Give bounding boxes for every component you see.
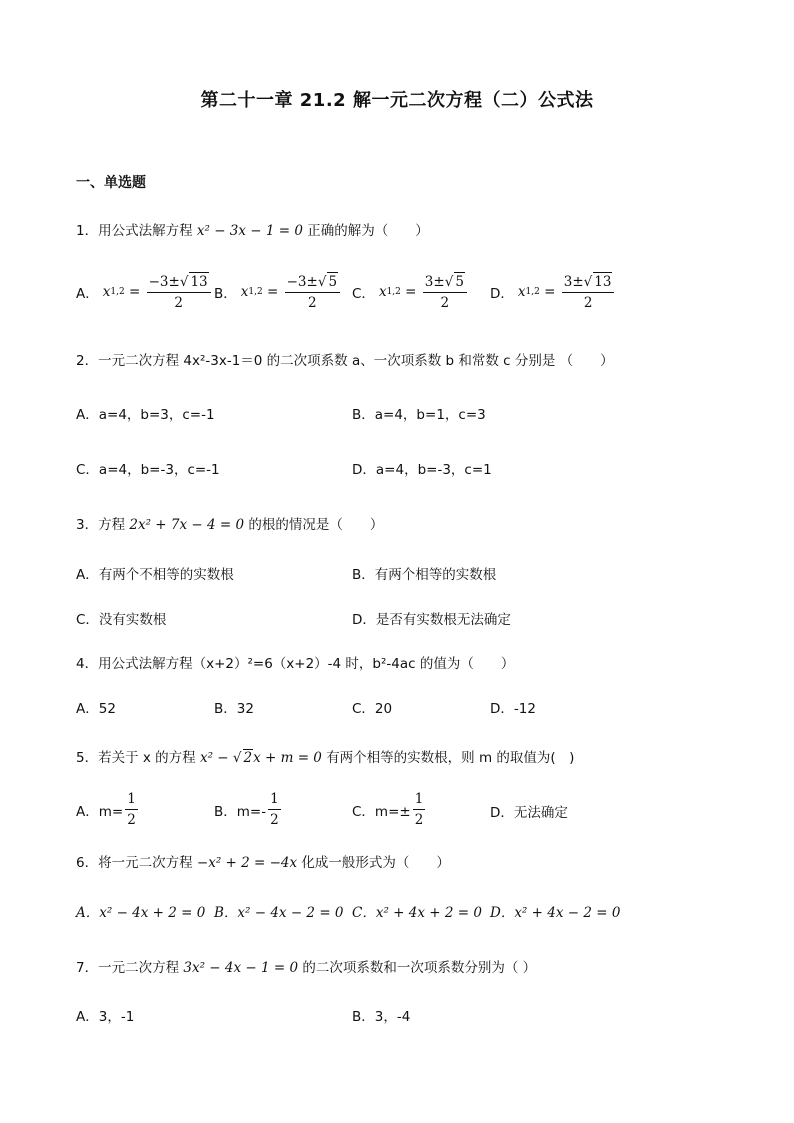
question-6-option-d[interactable]: D．x² + 4x − 2 = 0 bbox=[490, 905, 621, 921]
question-6-option-a[interactable]: A．x² − 4x + 2 = 0 bbox=[76, 905, 206, 921]
question-2: 2．一元二次方程 4x²-3x-1＝0 的二次项系数 a、一次项系数 b 和常数 c 分别是 （ ） bbox=[76, 353, 614, 369]
question-6-text: 6．将一元二次方程 bbox=[76, 855, 193, 871]
question-1-option-d[interactable]: D． x 1,2 = $\frac{3\pm√ 13}{2}$ bbox=[490, 272, 616, 312]
question-5-option-a[interactable]: A．m= $\frac{1}{2}$ bbox=[76, 791, 136, 828]
question-5-option-c[interactable]: C．m=± $\frac{1}{2}$ bbox=[352, 791, 424, 828]
question-7-equation: 3x² − 4x − 1 = 0 bbox=[183, 960, 299, 976]
question-3-option-b[interactable]: B．有两个相等的实数根 bbox=[352, 567, 497, 583]
question-1-text: 1．用公式法解方程 bbox=[76, 223, 193, 239]
page-title: 第二十一章 21.2 解一元二次方程（二）公式法 bbox=[200, 90, 594, 111]
question-1-option-c[interactable]: C． x 1,2 = $\frac{3\pm√ 5}{2}$ bbox=[352, 272, 469, 312]
question-3-option-a[interactable]: A．有两个不相等的实数根 bbox=[76, 567, 234, 583]
fraction: $\frac{3\pm√ 13}{2}$ bbox=[562, 272, 615, 312]
question-1-option-b[interactable]: B． x 1,2 = $\frac{-3\pm√ 5}{2}$ bbox=[214, 272, 342, 312]
section-heading: 一、单选题 bbox=[76, 175, 146, 191]
question-7 bbox=[76, 956, 536, 976]
question-1-equation: x² − 3x − 1 = 0 bbox=[196, 223, 303, 239]
fraction: $\frac{-3\pm√ 5}{2}$ bbox=[285, 272, 340, 312]
question-2-option-c[interactable]: C．a=4，b=-3，c=-1 bbox=[76, 462, 220, 478]
fraction: $\frac{1}{2}$ bbox=[127, 791, 136, 828]
question-6-option-b[interactable]: B．x² − 4x − 2 = 0 bbox=[214, 905, 344, 921]
fraction: $\frac{1}{2}$ bbox=[270, 791, 279, 828]
question-1-option-a[interactable]: A． x 1,2 = $\frac{-3\pm√ 13}{2}$ bbox=[76, 272, 213, 312]
question-5-tail: 有两个相等的实数根，则 m 的取值为( ) bbox=[326, 750, 575, 766]
question-1-tail: 正确的解为（ ） bbox=[307, 223, 429, 239]
fraction: $\frac{3\pm√ 5}{2}$ bbox=[423, 272, 467, 312]
question-2-option-b[interactable]: B．a=4，b=1，c=3 bbox=[352, 407, 486, 423]
question-3-option-d[interactable]: D．是否有实数根无法确定 bbox=[352, 612, 511, 628]
question-3 bbox=[76, 513, 383, 533]
question-6-tail: 化成一般形式为（ ） bbox=[301, 855, 450, 871]
question-4: 4．用公式法解方程（x+2）²=6（x+2）-4 时，b²-4ac 的值为（ ） bbox=[76, 656, 515, 672]
question-3-option-c[interactable]: C．没有实数根 bbox=[76, 612, 167, 628]
question-4-option-d[interactable]: D．-12 bbox=[490, 701, 536, 717]
question-5-option-b[interactable]: B．m=- $\frac{1}{2}$ bbox=[214, 791, 279, 828]
question-3-equation: 2x² + 7x − 4 = 0 bbox=[129, 517, 245, 533]
question-4-option-b[interactable]: B．32 bbox=[214, 701, 254, 717]
fraction: $\frac{-3\pm√ 13}{2}$ bbox=[147, 272, 211, 312]
question-1 bbox=[76, 219, 429, 239]
question-7-tail: 的二次项系数和一次项系数分别为（ ） bbox=[302, 960, 537, 976]
question-4-option-a[interactable]: A．52 bbox=[76, 701, 116, 717]
question-6 bbox=[76, 851, 450, 871]
question-5-text: 5．若关于 x 的方程 bbox=[76, 750, 196, 766]
question-2-option-a[interactable]: A．a=4，b=3，c=-1 bbox=[76, 407, 215, 423]
question-7-option-a[interactable]: A．3，-1 bbox=[76, 1009, 135, 1025]
question-7-option-b[interactable]: B．3，-4 bbox=[352, 1009, 411, 1025]
question-4-option-c[interactable]: C．20 bbox=[352, 701, 393, 717]
question-6-option-c[interactable]: C．x² + 4x + 2 = 0 bbox=[352, 905, 482, 921]
question-3-tail: 的根的情况是（ ） bbox=[248, 517, 384, 533]
question-5-option-d[interactable]: D．无法确定 bbox=[490, 805, 568, 821]
question-7-text: 7．一元二次方程 bbox=[76, 960, 180, 976]
question-5 bbox=[76, 746, 574, 766]
question-3-text: 3．方程 bbox=[76, 517, 126, 533]
question-6-equation: −x² + 2 = −4x bbox=[196, 855, 298, 871]
question-2-option-d[interactable]: D．a=4，b=-3，c=1 bbox=[352, 462, 492, 478]
question-5-equation: x² − √ 2x + m = 0 bbox=[199, 750, 322, 766]
fraction: $\frac{1}{2}$ bbox=[414, 791, 424, 828]
